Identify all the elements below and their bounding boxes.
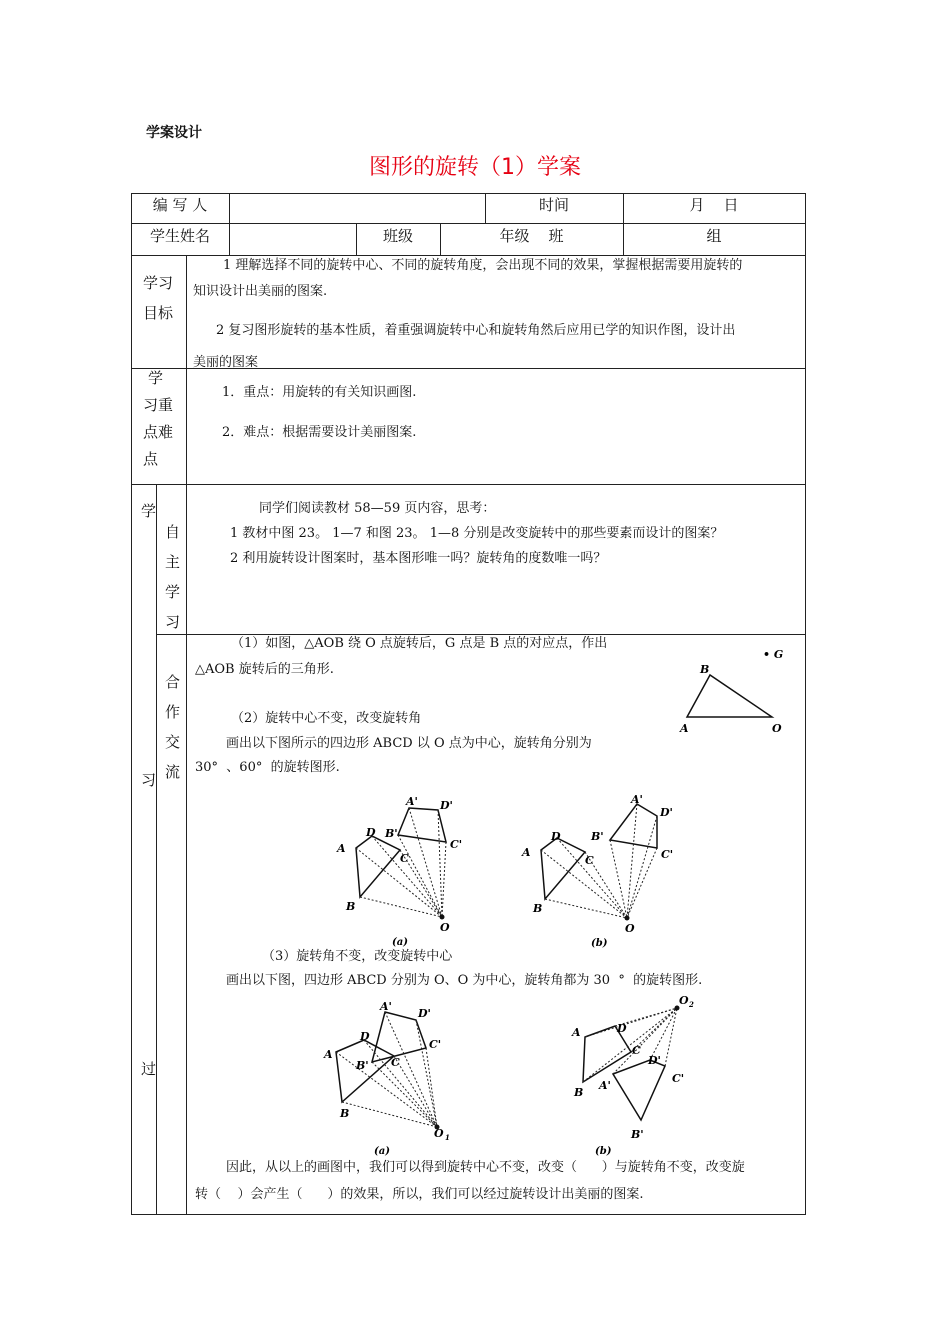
coop-p4a: 因此，从以上的画图中，我们可以得到旋转中心不变，改变（ ）与旋转角不变，改变旋 — [226, 1160, 745, 1175]
svg-text:D: D — [617, 1022, 627, 1035]
svg-text:2: 2 — [689, 1000, 694, 1009]
svg-text:A': A' — [406, 795, 418, 808]
objective-line-4: 美丽的图案 — [193, 355, 259, 370]
date-label: 月 日 — [689, 196, 739, 214]
svg-text:C: C — [632, 1044, 641, 1057]
group-label: 组 — [706, 227, 722, 245]
svg-text:O: O — [679, 994, 689, 1007]
coop-p1b: △AOB 旋转后的三角形. — [195, 662, 334, 677]
coop-p3: （3）旋转角不变，改变旋转中心 — [262, 949, 453, 964]
svg-text:A: A — [572, 1026, 581, 1039]
quad-figure-d — [565, 992, 705, 1162]
grade-label: 年级 班 — [499, 227, 564, 245]
svg-text:O: O — [434, 1127, 444, 1140]
svg-text:(a): (a) — [374, 1146, 390, 1157]
svg-text:A': A' — [380, 1000, 392, 1013]
svg-text:O: O — [772, 722, 782, 735]
time-label: 时间 — [538, 196, 569, 214]
process-label-2: 习 — [141, 771, 157, 789]
coop-p3a: 画出以下图，四边形 ABCD 分别为 O、O 为中心，旋转角都为 30 ° 的旋转图形. — [226, 973, 703, 988]
process-label-3: 过 — [141, 1060, 157, 1078]
svg-text:(a): (a) — [392, 937, 408, 948]
coop-p4b: 转（ ）会产生（ ）的效果，所以，我们可以经过旋转设计出美丽的图案. — [195, 1187, 644, 1202]
svg-text:A: A — [522, 846, 531, 859]
svg-text:C: C — [391, 1056, 400, 1069]
coop-p2b: 30° 、60° 的旋转图形. — [195, 760, 340, 775]
svg-text:C': C' — [661, 848, 674, 861]
svg-text:D: D — [551, 830, 561, 843]
svg-text:B: B — [346, 900, 356, 913]
objectives-label: 学习 目标 — [143, 274, 174, 322]
objective-line-1: 1 理解选择不同的旋转中心、不同的旋转角度，会出现不同的效果，掌握根据需要用旋转的 — [223, 258, 743, 273]
self-study-q2: 2 利用旋转设计图案时，基本图形唯一吗？旋转角的度数唯一吗？ — [230, 551, 607, 566]
svg-text:O: O — [440, 921, 450, 934]
svg-text:D': D' — [660, 806, 673, 819]
svg-text:C': C' — [429, 1038, 442, 1051]
svg-text:B: B — [340, 1107, 350, 1120]
process-label-1: 学 — [141, 502, 157, 520]
svg-text:A': A' — [631, 793, 643, 806]
svg-text:B: B — [533, 902, 543, 915]
svg-text:D': D' — [440, 799, 453, 812]
class-label: 班级 — [382, 227, 413, 245]
svg-text:B': B' — [356, 1059, 369, 1072]
svg-text:O: O — [625, 922, 635, 935]
key-point-1: 1．重点：用旋转的有关知识画图. — [222, 385, 417, 400]
key-point-2: 2．难点：根据需要设计美丽图案. — [222, 425, 417, 440]
student-name-label: 学生姓名 — [149, 227, 210, 245]
objective-line-2: 知识设计出美丽的图案. — [193, 284, 328, 299]
svg-text:(b): (b) — [595, 1146, 612, 1157]
svg-text:A: A — [324, 1048, 333, 1061]
svg-text:(b): (b) — [591, 938, 608, 949]
svg-text:B: B — [574, 1086, 584, 1099]
triangle-figure — [670, 640, 800, 740]
svg-text:A: A — [337, 842, 346, 855]
doc-label: 学案设计 — [146, 125, 202, 141]
svg-text:1: 1 — [445, 1133, 450, 1142]
svg-text:D': D' — [648, 1054, 661, 1067]
cooperation-label: 合 作 交 流 — [165, 673, 181, 781]
coop-p2: （2）旋转中心不变，改变旋转角 — [231, 711, 422, 726]
svg-text:A': A' — [599, 1079, 611, 1092]
self-study-label: 自 主 学 习 — [165, 523, 181, 631]
coop-p2a: 画出以下图所示的四边形 ABCD 以 O 点为中心，旋转角分别为 — [226, 736, 592, 751]
coop-p1a: （1）如图，△AOB 绕 O 点旋转后，G 点是 B 点的对应点，作出 — [231, 636, 608, 651]
svg-text:B: B — [700, 663, 710, 676]
quad-figure-b — [515, 790, 685, 950]
self-study-q1: 1 教材中图 23。 1—7 和图 23。 1—8 分别是改变旋转中的那些要素而设计的图案？ — [230, 526, 724, 541]
svg-text:B': B' — [385, 827, 398, 840]
author-label: 编 写 人 — [152, 196, 208, 214]
svg-text:D: D — [360, 1030, 370, 1043]
page-title: 图形的旋转（1）学案 — [369, 155, 581, 180]
svg-text:C': C' — [672, 1072, 685, 1085]
svg-text:D': D' — [418, 1007, 431, 1020]
quad-figure-a — [330, 790, 480, 950]
svg-text:C': C' — [450, 838, 463, 851]
svg-text:• G: • G — [763, 648, 784, 661]
svg-text:C: C — [585, 854, 594, 867]
self-study-intro: 同学们阅读教材 58—59 页内容，思考： — [259, 501, 496, 516]
svg-text:C: C — [400, 852, 409, 865]
key-points-label: 学 习重 点难 点 — [143, 369, 174, 468]
objective-line-3: 2 复习图形旋转的基本性质，着重强调旋转中心和旋转角然后应用已学的知识作图，设计出 — [216, 323, 736, 338]
svg-text:B': B' — [591, 830, 604, 843]
svg-text:D: D — [366, 826, 376, 839]
svg-text:A: A — [680, 722, 689, 735]
svg-text:B': B' — [631, 1128, 644, 1141]
quad-figure-c — [320, 1000, 465, 1160]
